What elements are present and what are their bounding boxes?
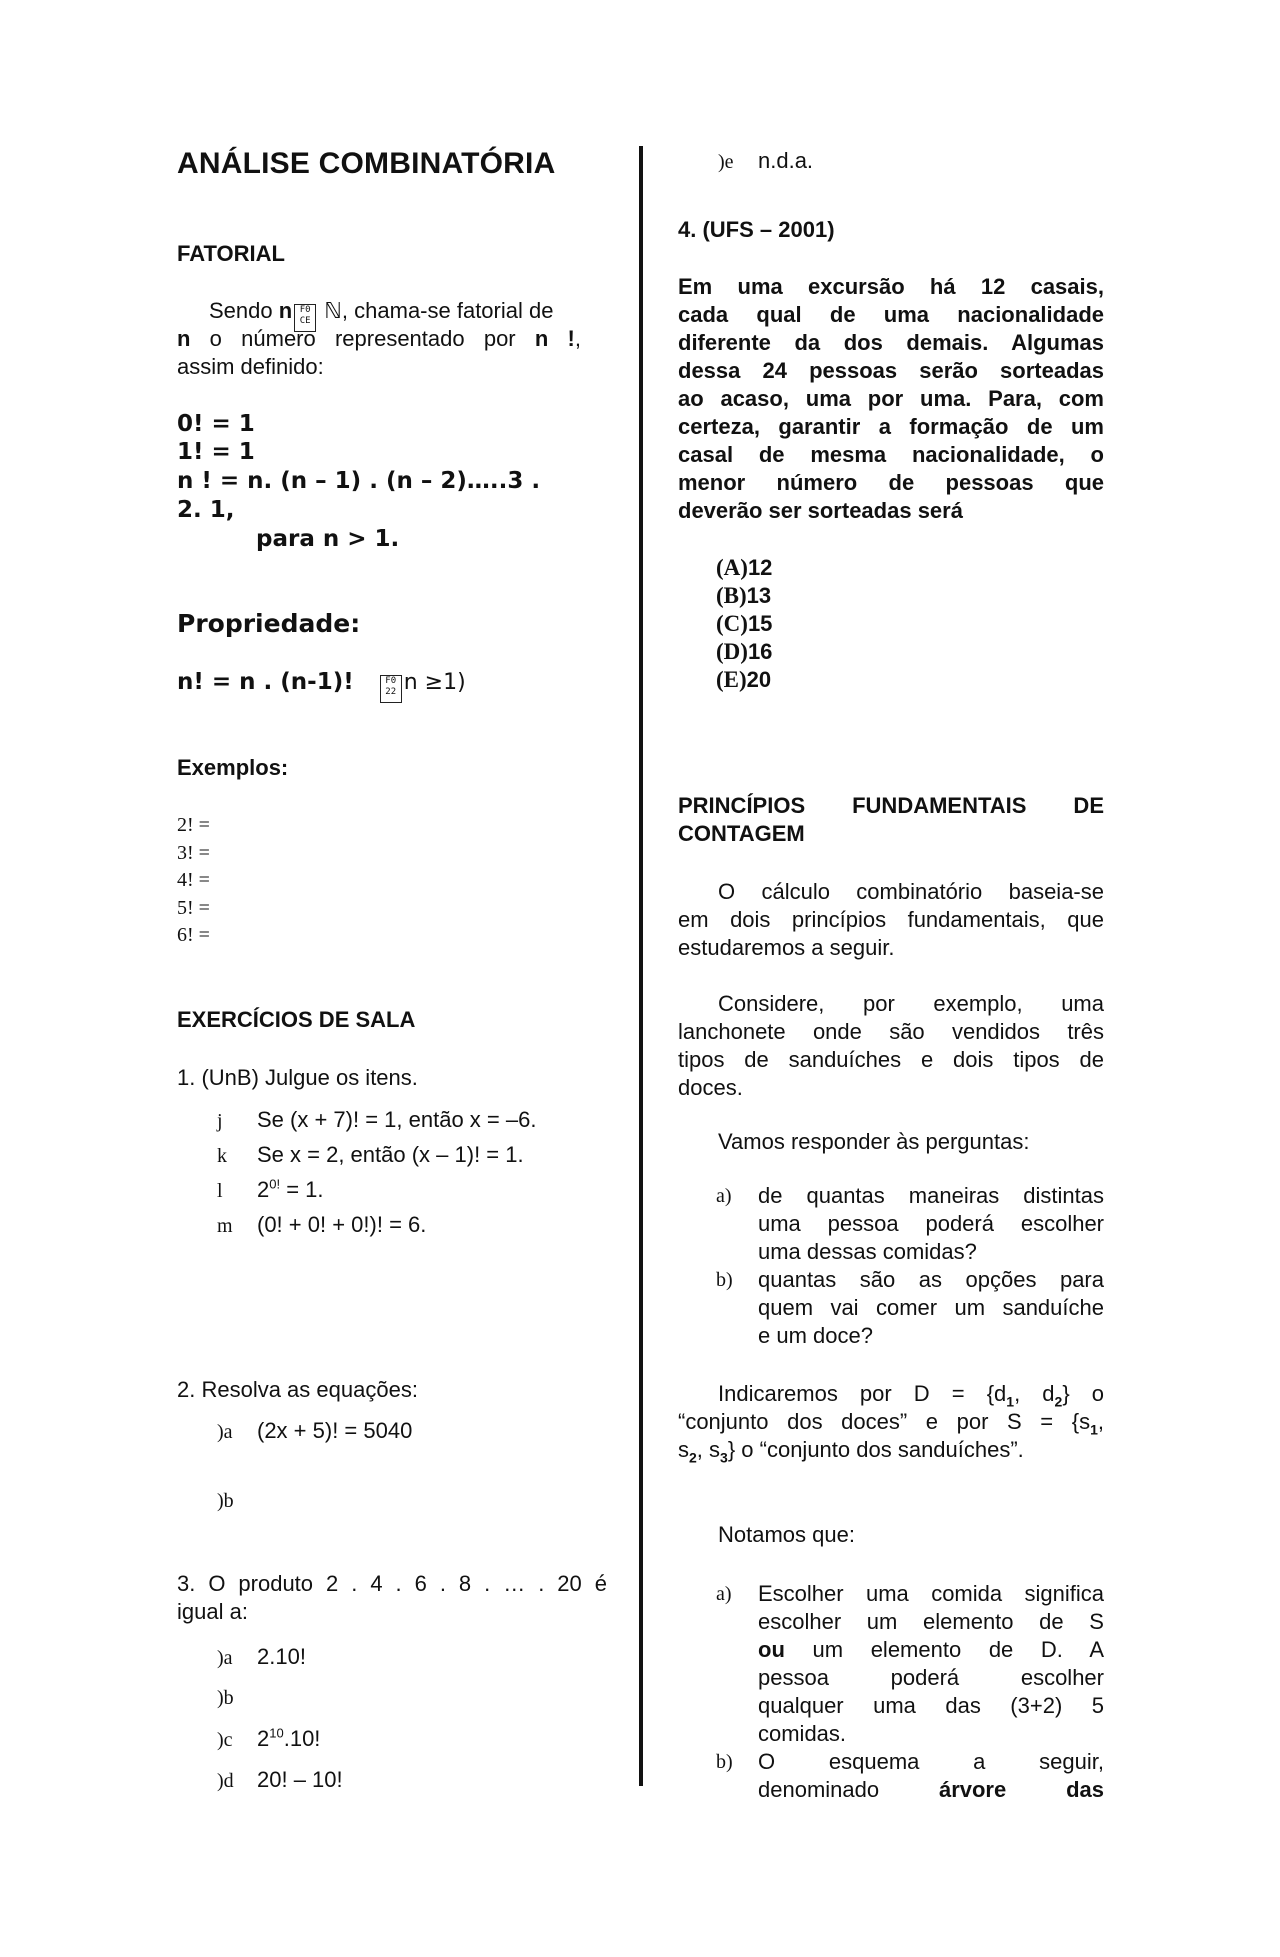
ind-text: , s bbox=[696, 1437, 721, 1462]
intro-comma: , bbox=[574, 326, 581, 351]
item-marker: k bbox=[217, 1145, 227, 1167]
option-marker: (C) bbox=[716, 611, 748, 636]
note-bold-text: árvore das bbox=[938, 1777, 1104, 1802]
ind-text: } o “conjunto dos sanduíches”. bbox=[727, 1437, 1024, 1462]
examples-list bbox=[177, 812, 210, 950]
option-text: 12 bbox=[747, 555, 773, 580]
page-title: ANÁLISE COMBINATÓRIA bbox=[177, 147, 556, 180]
option-marker: (A) bbox=[716, 555, 748, 580]
definition-0: 0! = 1 bbox=[177, 411, 255, 437]
q2-item bbox=[217, 1417, 412, 1446]
item-marker: m bbox=[217, 1215, 233, 1237]
definition-n: n ! = n. (n – 1) . (n – 2)…..3 . bbox=[177, 468, 541, 494]
q4-option bbox=[716, 610, 772, 638]
p1-line: em dois princípios fundamentais, que bbox=[678, 907, 1104, 932]
question-line: quem vai comer um sanduíche bbox=[758, 1295, 1104, 1320]
ind-text: “conjunto dos doces” e por S = {s bbox=[678, 1409, 1091, 1434]
ind-text: s bbox=[678, 1437, 689, 1462]
item-marker: )a bbox=[217, 1647, 233, 1669]
ind-text: , d bbox=[1014, 1381, 1055, 1406]
note-b bbox=[716, 1748, 1104, 1804]
item-text: Se (x + 7)! = 1, então x = –6. bbox=[257, 1107, 537, 1132]
pfc-heading-1: PRINCÍPIOS FUNDAMENTAIS DE bbox=[678, 793, 1104, 818]
q3-item bbox=[217, 1643, 306, 1672]
note-line: pessoa poderá escolher bbox=[758, 1665, 1104, 1690]
note-line: O esquema a seguir, bbox=[758, 1749, 1104, 1774]
q4-option bbox=[716, 554, 772, 582]
property-condition: n ≥1) bbox=[403, 670, 466, 695]
question-line: de quantas maneiras distintas bbox=[758, 1183, 1104, 1208]
option-text: 16 bbox=[747, 639, 773, 664]
q4-option bbox=[716, 582, 772, 610]
item-text bbox=[257, 1176, 324, 1204]
p1-line: estudaremos a seguir. bbox=[678, 935, 895, 960]
item-marker: )b bbox=[217, 1687, 234, 1709]
ind-text: Indicaremos por D = {d bbox=[718, 1381, 1007, 1406]
item-marker: l bbox=[217, 1180, 223, 1202]
fatorial-heading: FATORIAL bbox=[177, 241, 285, 266]
item-text: 20! – 10! bbox=[257, 1767, 343, 1792]
q4-line: menor número de pessoas que bbox=[678, 470, 1104, 495]
subscript: 2 bbox=[1054, 1393, 1063, 1410]
ind-line-3 bbox=[678, 1436, 1104, 1464]
item-marker: )c bbox=[217, 1729, 233, 1751]
paragraph-3: Vamos responder às perguntas: bbox=[718, 1129, 1030, 1154]
option-text: 13 bbox=[746, 583, 772, 608]
intro-n2: n bbox=[177, 326, 191, 351]
definition-condition: para n > 1. bbox=[256, 526, 400, 552]
pfc-heading-2: CONTAGEM bbox=[678, 821, 805, 846]
example-item: 4! = bbox=[177, 869, 210, 891]
q4-line: certeza, garantir a formação de um bbox=[678, 414, 1104, 439]
note-line: qualquer uma das (3+2) 5 bbox=[758, 1693, 1104, 1718]
exercises-heading: EXERCÍCIOS DE SALA bbox=[177, 1007, 416, 1032]
q4-line: cada qual de uma nacionalidade bbox=[678, 302, 1104, 327]
property-formula: n! = n . (n-1)! bbox=[177, 669, 354, 695]
q2-item bbox=[217, 1487, 257, 1515]
question-line: uma dessas comidas? bbox=[758, 1239, 977, 1264]
item-text: n.d.a. bbox=[758, 148, 814, 173]
q1-item bbox=[217, 1106, 536, 1135]
q1-item bbox=[217, 1176, 324, 1205]
q3-item bbox=[217, 1725, 320, 1754]
item-superscript: 0! bbox=[269, 1176, 281, 1192]
q3-item bbox=[217, 1684, 257, 1712]
note-line: escolher um elemento de S bbox=[758, 1609, 1104, 1634]
intro-n-bang: n ! bbox=[534, 326, 575, 351]
note-text: um elemento de D. A bbox=[784, 1637, 1104, 1662]
note-text: denominado bbox=[758, 1777, 939, 1802]
definition-n-cont: 2. 1, bbox=[177, 497, 235, 523]
q1-item bbox=[217, 1211, 426, 1240]
notamos-que: Notamos que: bbox=[718, 1522, 855, 1547]
q4-line: diferente da dos demais. Algumas bbox=[678, 330, 1104, 355]
item-text-end: = 1. bbox=[280, 1177, 324, 1202]
example-item: 3! = bbox=[177, 841, 210, 864]
definition-1: 1! = 1 bbox=[177, 439, 255, 465]
paragraph-1 bbox=[678, 878, 1104, 962]
item-text: Se x = 2, então (x – 1)! = 1. bbox=[257, 1142, 524, 1167]
item-text-base: 2 bbox=[257, 1177, 270, 1202]
q1-item bbox=[217, 1141, 524, 1170]
question-marker: a) bbox=[716, 1185, 732, 1207]
q4-option bbox=[716, 666, 772, 694]
q4-options bbox=[716, 554, 772, 694]
item-superscript: 10 bbox=[269, 1725, 284, 1741]
p1-line: O cálculo combinatório baseia-se bbox=[718, 879, 1104, 904]
item-text bbox=[257, 1725, 320, 1753]
q3-item bbox=[217, 1766, 343, 1795]
item-text: 2.10! bbox=[257, 1644, 306, 1669]
p2-line: tipos de sanduíches e dois tipos de bbox=[678, 1047, 1104, 1072]
option-marker: (B) bbox=[716, 583, 747, 608]
item-text: (2x + 5)! = 5040 bbox=[257, 1418, 413, 1443]
ind-line-1 bbox=[678, 1380, 1104, 1408]
item-marker: j bbox=[217, 1110, 223, 1132]
intro-line-3: assim definido: bbox=[177, 354, 324, 379]
q4-line: Em uma excursão há 12 casais, bbox=[678, 274, 1104, 299]
note-line bbox=[758, 1636, 1104, 1664]
option-marker: (E) bbox=[716, 667, 747, 692]
property-formula-line bbox=[177, 668, 466, 703]
option-text: 15 bbox=[747, 611, 773, 636]
question-marker: b) bbox=[716, 1269, 733, 1291]
ind-line-2 bbox=[678, 1408, 1104, 1436]
subscript: 1 bbox=[1090, 1421, 1098, 1438]
question-line: e um doce? bbox=[758, 1323, 873, 1348]
note-ou: ou bbox=[758, 1637, 785, 1662]
item-marker: )d bbox=[217, 1770, 234, 1792]
option-text: 20 bbox=[746, 667, 772, 692]
example-item: 6! = bbox=[177, 924, 210, 946]
subscript: 2 bbox=[689, 1449, 697, 1466]
p2-line: lanchonete onde são vendidos três bbox=[678, 1019, 1104, 1044]
question-1: 1. (UnB) Julgue os itens. bbox=[177, 1065, 418, 1090]
intro-text-2: o número representado por bbox=[190, 326, 535, 351]
column-divider bbox=[639, 146, 643, 1786]
examples-heading: Exemplos: bbox=[177, 755, 289, 780]
subscript: 1 bbox=[1006, 1393, 1015, 1410]
question-2: 2. Resolva as equações: bbox=[177, 1377, 418, 1402]
question-3-line-2: igual a: bbox=[177, 1599, 248, 1624]
note-line: comidas. bbox=[758, 1721, 847, 1746]
question-line: quantas são as opções para bbox=[758, 1267, 1104, 1292]
question-b bbox=[716, 1266, 1104, 1350]
paragraph-2 bbox=[678, 990, 1104, 1102]
note-marker: a) bbox=[716, 1583, 732, 1605]
ind-text: , bbox=[1097, 1409, 1104, 1434]
ind-text: } o bbox=[1062, 1381, 1104, 1406]
question-3-line-1: 3. O produto 2 . 4 . 6 . 8 . … . 20 é bbox=[177, 1571, 607, 1596]
subscript: 3 bbox=[720, 1449, 728, 1466]
missing-glyph-icon: F0 CE bbox=[294, 304, 316, 332]
q4-line: ao acaso, uma por uma. Para, com bbox=[678, 386, 1104, 411]
intro-line-2 bbox=[177, 325, 581, 353]
note-line bbox=[758, 1776, 1104, 1804]
intro-text: Sendo bbox=[209, 298, 279, 323]
q4-line: dessa 24 pessoas serão sorteadas bbox=[678, 358, 1104, 383]
question-a bbox=[716, 1182, 1104, 1266]
missing-glyph-icon: F0 22 bbox=[380, 675, 402, 703]
option-marker: (D) bbox=[716, 639, 748, 664]
property-heading: Propriedade: bbox=[177, 609, 361, 638]
q4-line: deverão ser sorteadas será bbox=[678, 498, 963, 523]
paragraph-indicaremos bbox=[678, 1380, 1104, 1464]
item-text-end: .10! bbox=[283, 1726, 321, 1751]
q3-item-e bbox=[718, 147, 813, 176]
item-marker: )b bbox=[217, 1490, 234, 1512]
q4-line: casal de mesma nacionalidade, o bbox=[678, 442, 1104, 467]
question-line: uma pessoa poderá escolher bbox=[758, 1211, 1104, 1236]
q4-option bbox=[716, 638, 772, 666]
note-marker: b) bbox=[716, 1751, 733, 1773]
example-item: 5! = bbox=[177, 896, 210, 919]
question-4-text bbox=[678, 273, 1104, 525]
question-4-heading: 4. (UFS – 2001) bbox=[678, 217, 835, 242]
item-text-base: 2 bbox=[257, 1726, 270, 1751]
item-marker: )a bbox=[217, 1421, 233, 1443]
p2-line: Considere, por exemplo, uma bbox=[718, 991, 1104, 1016]
note-line: Escolher uma comida significa bbox=[758, 1581, 1104, 1606]
intro-text-b: ℕ, chama-se fatorial de bbox=[318, 298, 554, 323]
p2-line: doces. bbox=[678, 1075, 743, 1100]
intro-n: n bbox=[278, 298, 293, 323]
note-a bbox=[716, 1580, 1104, 1748]
item-marker: )e bbox=[718, 151, 734, 173]
example-item: 2! = bbox=[177, 814, 210, 836]
item-text: (0! + 0! + 0!)! = 6. bbox=[257, 1212, 427, 1237]
